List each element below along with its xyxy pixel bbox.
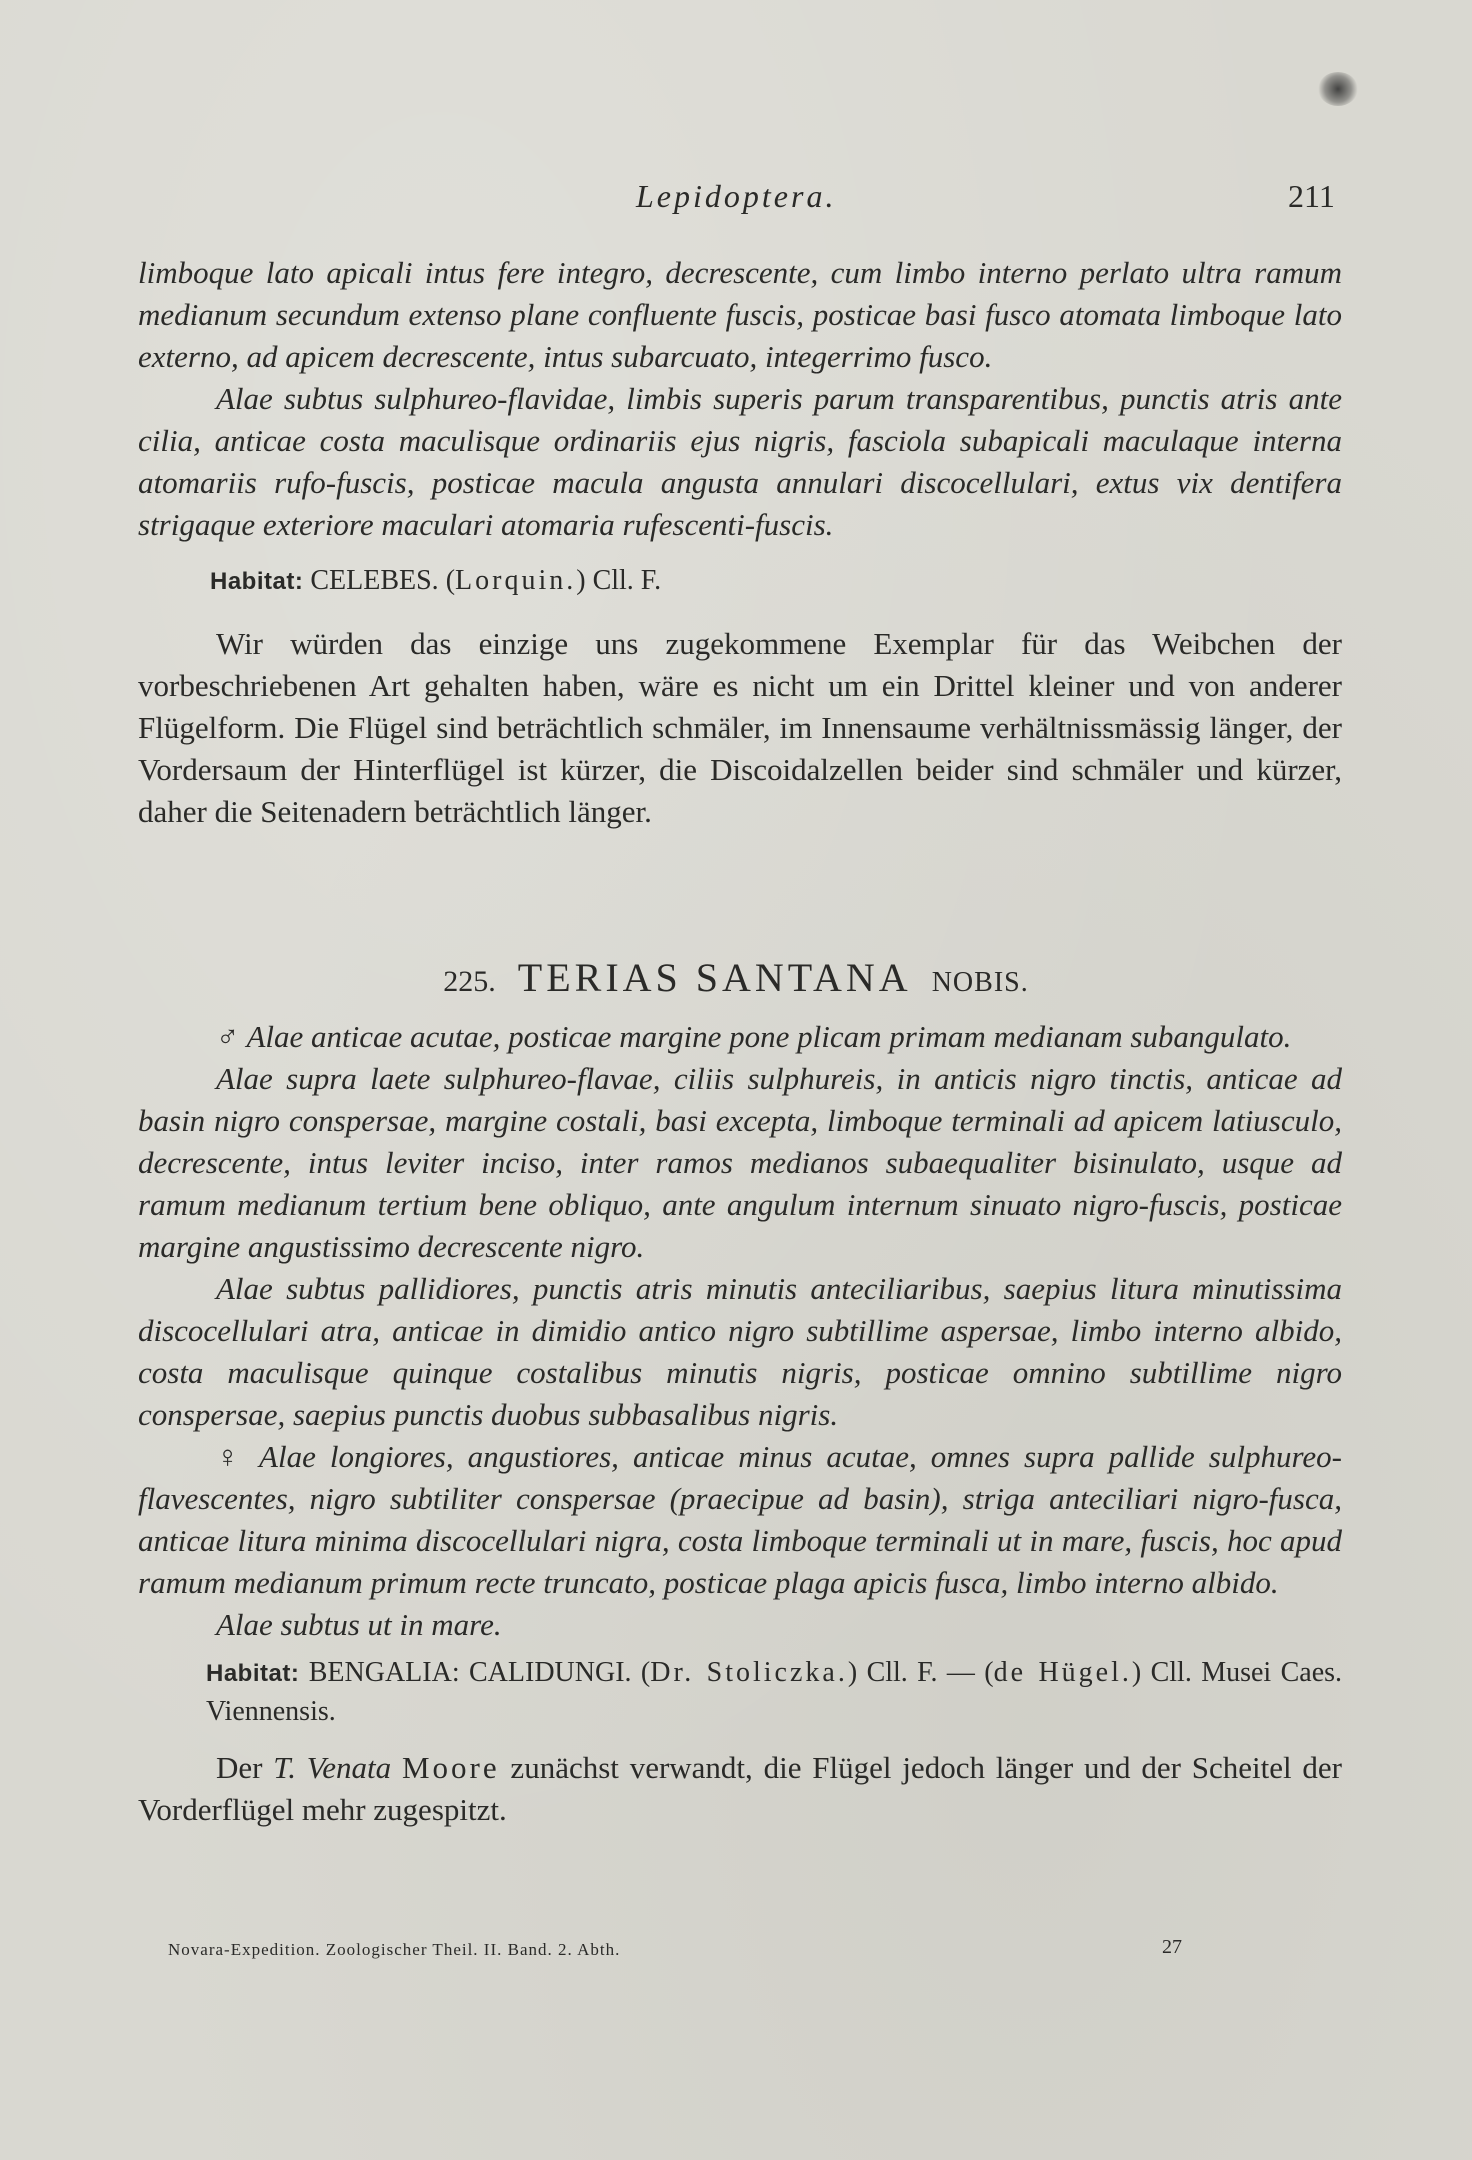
related-species: T. Venata xyxy=(273,1750,392,1785)
habitat-collection-2a: Cll. F. — xyxy=(866,1657,975,1688)
species-author: NOBIS. xyxy=(931,967,1029,998)
habitat-place-2: BENGALIA: CALIDUNGI. xyxy=(308,1657,632,1688)
species-number: 225. xyxy=(443,965,496,998)
male-shape-text: Alae anticae acutae, posticae margine pone plicam primam medianam subangulato. xyxy=(246,1019,1292,1054)
habitat-collection: Cll. F. xyxy=(592,565,662,596)
habitat-line-1: Habitat: CELEBES. (Lorquin.) Cll. F. xyxy=(210,565,662,596)
female-symbol: ♀ xyxy=(216,1439,246,1474)
habitat-place: CELEBES. xyxy=(310,565,439,596)
female-description xyxy=(138,1436,1342,1604)
habitat-collection-2b: Cll. Musei Caes. Viennensis. xyxy=(206,1657,1343,1727)
species-name: TERIAS SANTANA xyxy=(517,955,912,1000)
imprint-footer: Novara-Expedition. Zoologischer Theil. II. Band. 2. Abth. xyxy=(168,1940,621,1959)
male-symbol: ♂ xyxy=(216,1019,240,1054)
text-block-1 xyxy=(138,252,1342,833)
description-continuation: limboque lato apicali intus fere integro, decrescente, cum limbo interno perlato ultra ramum medianum secundum extenso plane confluente fuscis, posticae basi fusco atomata limboque lato externo, ad apicem decrescente, intus subarcuato, integerrimo fusco. xyxy=(138,255,1342,374)
related-author: Moore xyxy=(401,1750,500,1785)
habitat-collector-2b: de Hügel. xyxy=(993,1657,1132,1688)
running-title: Lepidoptera. xyxy=(636,178,837,214)
male-shape xyxy=(138,1016,1342,1058)
text-block-2 xyxy=(138,1016,1342,1831)
page-number: 211 xyxy=(1288,178,1335,214)
male-upperside: Alae supra laete sulphureo-flavae, ciliis sulphureis, in anticis nigro tinctis, anticae ad basin nigro conspersae, margine costali, basi excepta, limboque terminali ad apicem latiusculo, decrescente, intus leviter inciso, inter ramos medianos subaequaliter bisinulato, usque ad ramum medianum tertium bene obliquo, ante angulum internum sinuato nigro-fuscis, posticae margine angustissimo decrescente nigro. xyxy=(138,1061,1342,1264)
german-remark-1: Wir würden das einzige uns zugekommene Exemplar für das Weibchen der vorbeschriebenen Art gehalten haben, wäre es nicht um ein Drittel kleiner und von anderer Flügelform. Die Flügel sind beträchtlich schmäler, im Innensaume verhältnissmässig länger, der Vordersaum der Hinterflügel ist kürzer, die Discoidalzellen beider sind schmäler und kürzer, daher die Seitenadern beträchtlich länger. xyxy=(138,626,1342,829)
female-text: Alae longiores, angustiores, anticae minus acutae, omnes supra pallide sulphureo-flavescentes, nigro subtiliter conspersae (praecipue ad basin), striga anteciliari nigro-fusca, anticae litura minima discocellulari nigra, costa limboque terminali ut in mare, fuscis, hoc apud ramum medianum primum recte truncato, posticae plaga apicis fusca, limbo interno albido. xyxy=(138,1439,1342,1600)
habitat-line-2: Habitat: BENGALIA: CALIDUNGI. (Dr. Stoliczka.) Cll. F. — (de Hügel.) Cll. Musei Caes. Viennensis. xyxy=(206,1657,1343,1727)
running-head xyxy=(0,178,1472,222)
habitat-collector: Lorquin. xyxy=(455,565,577,596)
female-underside: Alae subtus ut in mare. xyxy=(216,1607,502,1642)
german-remark-2 xyxy=(138,1747,1342,1831)
ink-smudge xyxy=(1318,72,1358,106)
german-rest: zunächst verwandt, die Flügel jedoch länger und der Scheitel der Vorderflügel mehr zugespitzt. xyxy=(138,1750,1342,1827)
male-underside: Alae subtus pallidiores, punctis atris minutis anteciliaribus, saepius litura minutissima discocellulari atra, anticae in dimidio antico nigro subtillime aspersae, limbo interno albido, costa maculisque quinque costalibus minutis nigris, posticae omnino subtillime nigro conspersae, saepius punctis duobus subbasalibus nigris. xyxy=(138,1271,1342,1432)
habitat-label-2: Habitat: xyxy=(206,1660,300,1687)
german-prefix: Der xyxy=(216,1750,274,1785)
habitat-collector-2a: Dr. Stoliczka. xyxy=(650,1657,848,1688)
species-heading xyxy=(0,954,1472,1001)
signature-mark: 27 xyxy=(1162,1936,1182,1958)
habitat-label: Habitat: xyxy=(210,568,304,595)
description-underside: Alae subtus sulphureo-flavidae, limbis superis parum transparentibus, punctis atris ante cilia, anticae costa maculisque ordinariis ejus nigris, fasciola subapicali maculaque interna atomariis rufo-fuscis, posticae macula angusta annulari discocellulari, extus vix dentifera strigaque exteriore maculari atomaria rufescenti-fuscis. xyxy=(138,381,1342,542)
